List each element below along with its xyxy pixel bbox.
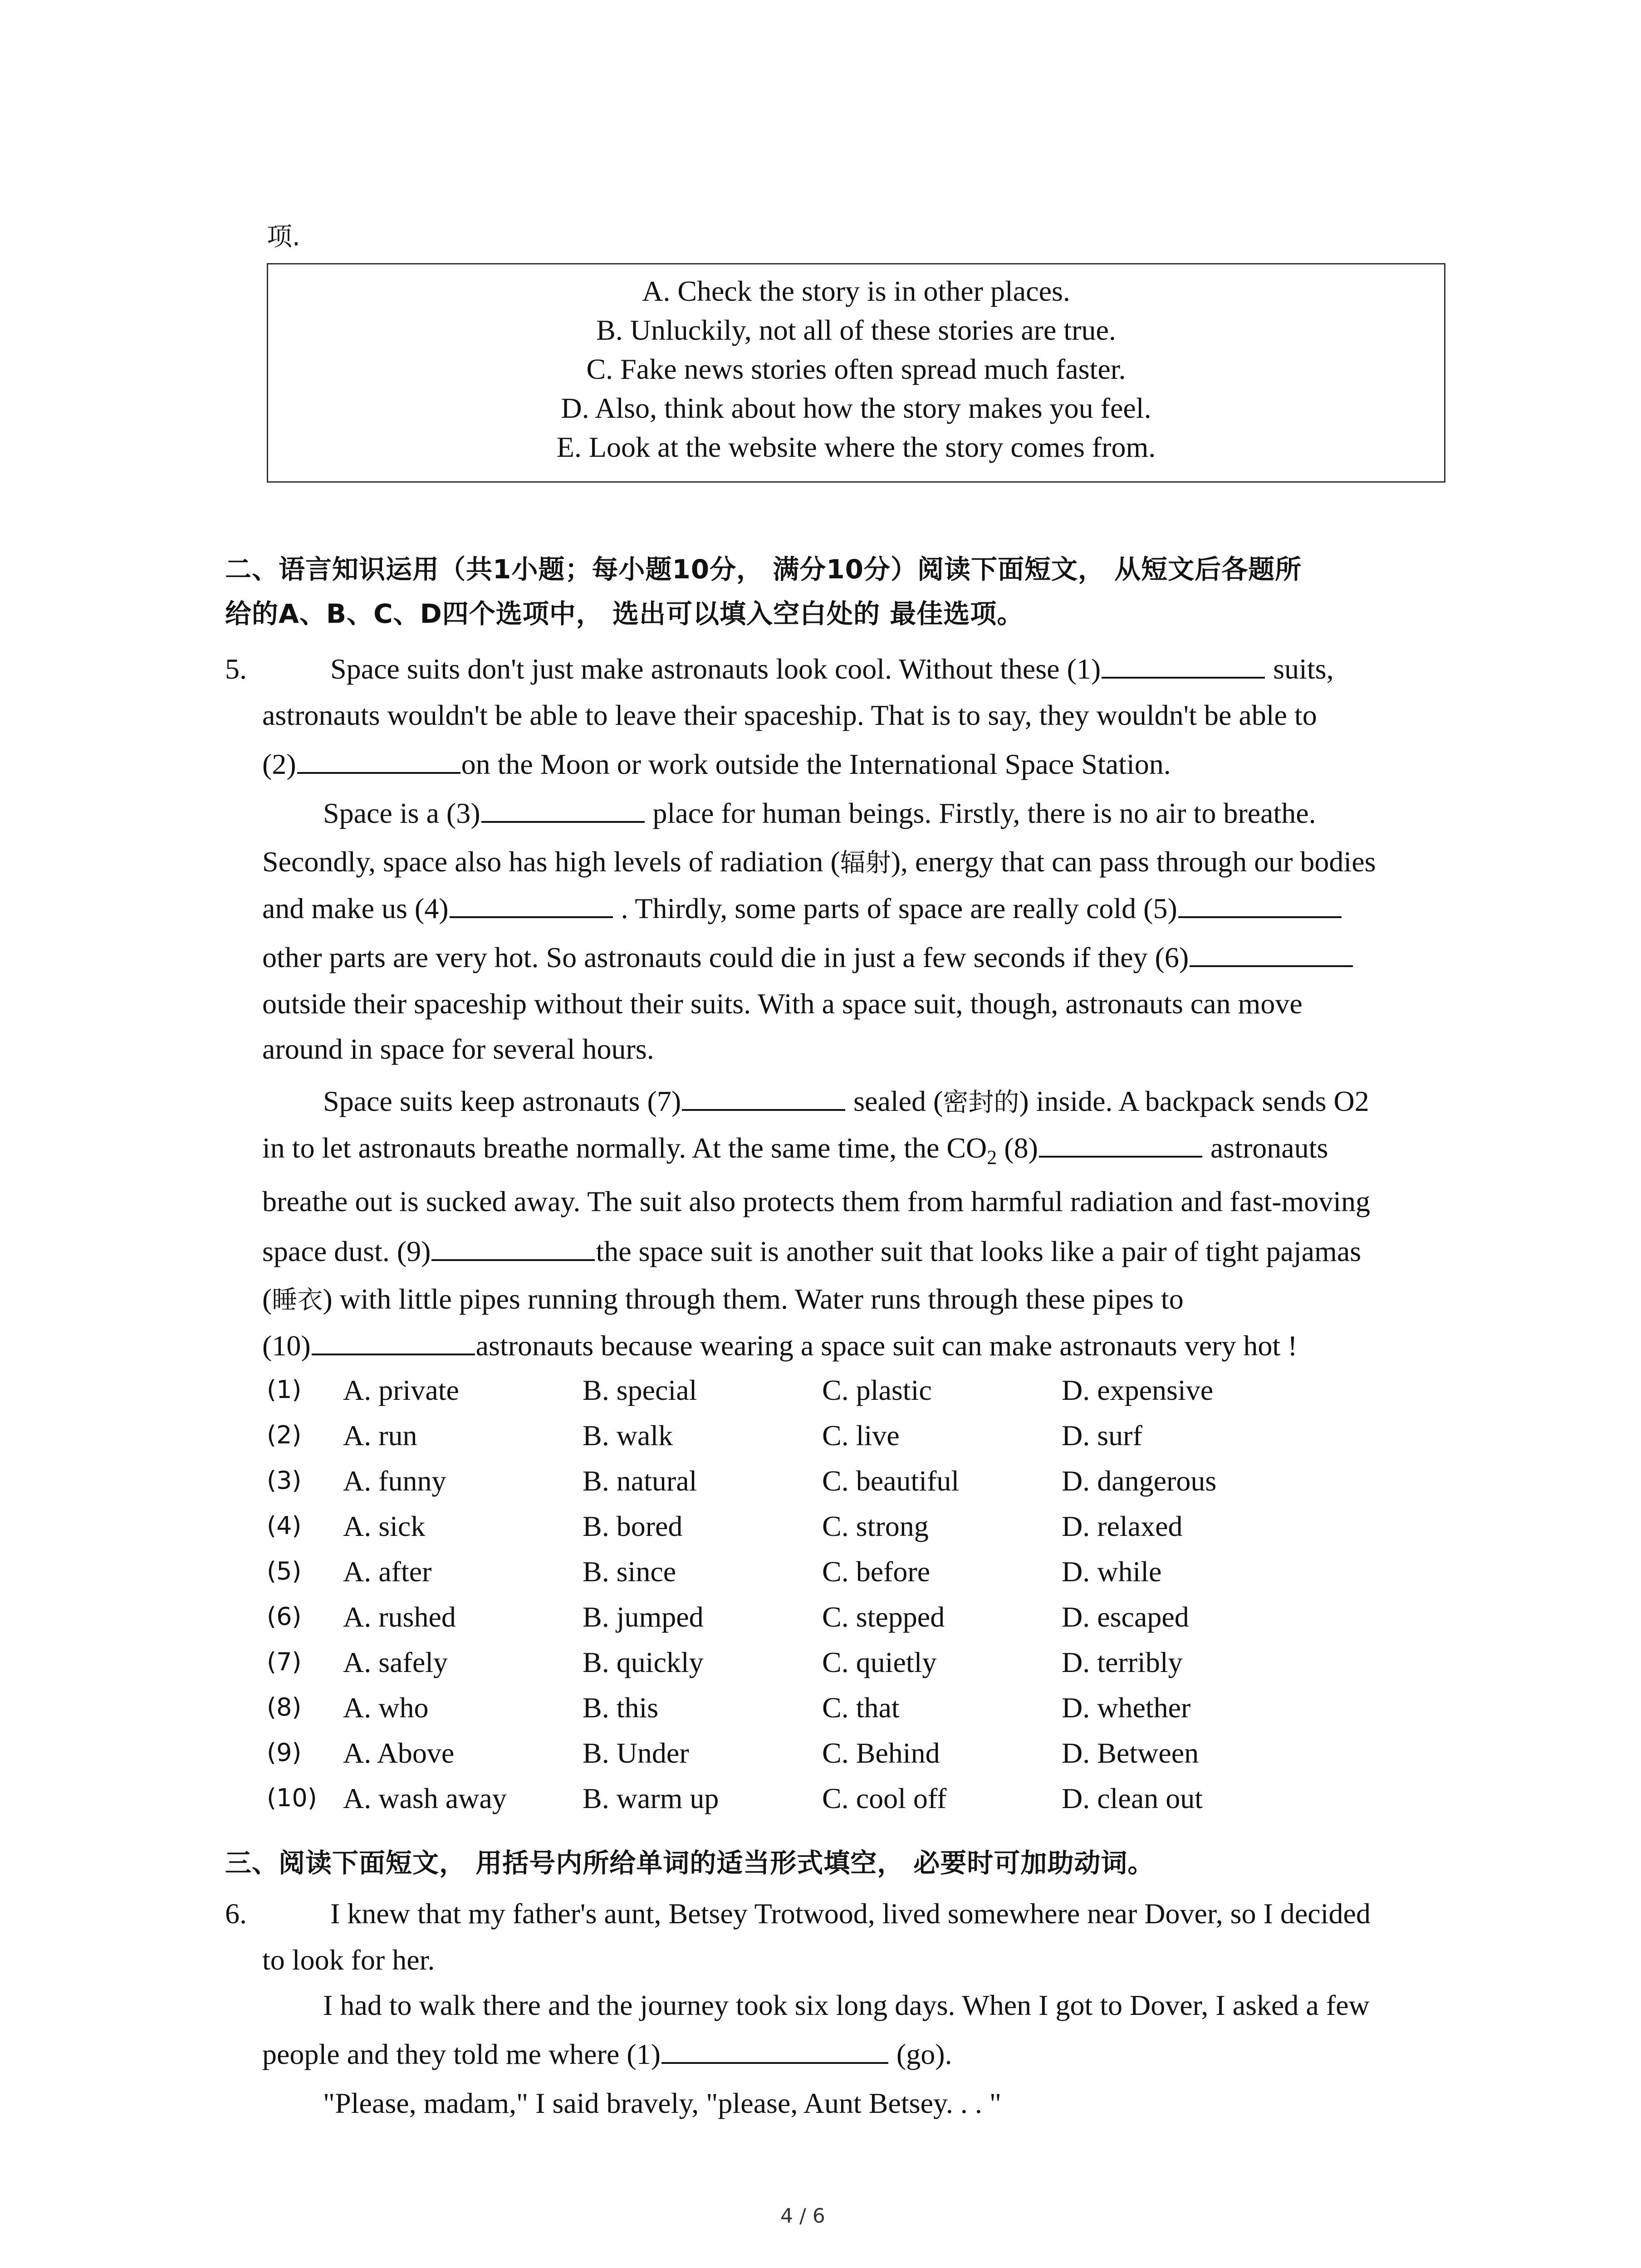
option-6-d[interactable]: D. escaped: [1062, 1601, 1189, 1633]
blank-1[interactable]: [1102, 676, 1265, 679]
option-10-a[interactable]: A. wash away: [343, 1782, 507, 1814]
blank-7[interactable]: [682, 1109, 845, 1111]
option-row-number: (10): [267, 1784, 317, 1812]
option-1-c[interactable]: C. plastic: [822, 1374, 932, 1406]
q5-line-10: Space suits keep astronauts (7) sealed (密封的) inside. A backpack sends O2: [323, 1085, 1369, 1117]
q6-line-1: I knew that my father's aunt, Betsey Trotwood, lived somewhere near Dover, so I decided: [330, 1897, 1371, 1930]
sentence-options-box: [267, 263, 1445, 483]
option-6-c[interactable]: C. stepped: [822, 1601, 945, 1633]
option-6-b[interactable]: B. jumped: [583, 1601, 704, 1633]
option-row-number: (2): [267, 1421, 302, 1449]
option-9-b[interactable]: B. Under: [583, 1737, 689, 1769]
q5-line-6: and make us (4) . Thirdly, some parts of space are really cold (5): [262, 892, 1342, 925]
option-row-number: (7): [267, 1647, 302, 1676]
option-8-d[interactable]: D. whether: [1062, 1691, 1191, 1724]
option-9-d[interactable]: D. Between: [1062, 1737, 1199, 1769]
option-5-a[interactable]: A. after: [343, 1555, 432, 1588]
option-8-c[interactable]: C. that: [822, 1691, 900, 1724]
option-9-a[interactable]: A. Above: [343, 1737, 455, 1769]
option-2-b[interactable]: B. walk: [583, 1419, 673, 1452]
sentence-option-c: C. Fake news stories often spread much faster.: [586, 353, 1126, 385]
blank-5[interactable]: [1178, 916, 1342, 918]
q5-line-7: other parts are very hot. So astronauts could die in just a few seconds if they (6): [262, 941, 1354, 974]
q5-line-12: breathe out is sucked away. The suit also protects them from harmful radiation and fast-moving: [262, 1185, 1370, 1217]
option-row-number: (1): [267, 1375, 302, 1404]
q5-line-13: space dust. (9) the space suit is another suit that looks like a pair of tight pajamas: [262, 1235, 1362, 1267]
q5-line-5: Secondly, space also has high levels of radiation (辐射), energy that can pass through our bodies: [262, 846, 1376, 878]
q6-blank-1[interactable]: [661, 2062, 888, 2064]
section-2-heading-line-1: 二、语言知识运用（共1小题；每小题10分， 满分10分）阅读下面短文， 从短文后各题所: [225, 554, 1302, 585]
option-1-a[interactable]: A. private: [343, 1374, 459, 1406]
option-5-c[interactable]: C. before: [822, 1555, 931, 1588]
option-3-c[interactable]: C. beautiful: [822, 1465, 960, 1497]
q6-line-4: people and they told me where (1) (go).: [262, 2038, 952, 2070]
option-7-c[interactable]: C. quietly: [822, 1646, 937, 1678]
option-8-a[interactable]: A. who: [343, 1691, 429, 1724]
option-4-a[interactable]: A. sick: [343, 1510, 426, 1542]
option-10-d[interactable]: D. clean out: [1062, 1782, 1203, 1814]
option-10-c[interactable]: C. cool off: [822, 1782, 947, 1814]
q6-line-5: "Please, madam," I said bravely, "please, Aunt Betsey. . . ": [323, 2087, 1001, 2119]
q5-line-8: outside their spaceship without their suits. With a space suit, though, astronauts can move: [262, 987, 1303, 1020]
sentence-option-d: D. Also, think about how the story makes you feel.: [561, 392, 1151, 424]
option-2-d[interactable]: D. surf: [1062, 1419, 1142, 1452]
q5-line-4: Space is a (3) place for human beings. Firstly, there is no air to breathe.: [323, 797, 1316, 829]
option-row-number: (5): [267, 1557, 302, 1585]
q5-line-2: astronauts wouldn't be able to leave their spaceship. That is to say, they wouldn't be able to: [262, 699, 1317, 731]
option-5-b[interactable]: B. since: [583, 1555, 676, 1588]
option-4-d[interactable]: D. relaxed: [1062, 1510, 1183, 1542]
q5-line-11: in to let astronauts breathe normally. At the same time, the $CO_2$ (8) astronauts: [262, 1132, 1328, 1168]
q5-line-9: around in space for several hours.: [262, 1033, 654, 1065]
option-2-c[interactable]: C. live: [822, 1419, 900, 1452]
page-number: 4 / 6: [780, 2204, 825, 2228]
section-2-heading-line-2: 给的A、B、C、D四个选项中， 选出可以填入空白处的 最佳选项。: [225, 598, 1024, 629]
blank-8[interactable]: [1039, 1155, 1202, 1158]
option-row-number: (9): [267, 1738, 302, 1767]
option-5-d[interactable]: D. while: [1062, 1555, 1162, 1588]
option-7-b[interactable]: B. quickly: [583, 1646, 704, 1678]
option-1-d[interactable]: D. expensive: [1062, 1374, 1214, 1406]
blank-10[interactable]: [312, 1353, 475, 1355]
question-fragment: 项.: [267, 222, 300, 252]
q5-line-1: Space suits don't just make astronauts look cool. Without these (1) suits,: [330, 653, 1334, 685]
option-row-number: (8): [267, 1693, 302, 1721]
question-5-number: 5.: [225, 653, 247, 685]
option-6-a[interactable]: A. rushed: [343, 1601, 456, 1633]
blank-6[interactable]: [1190, 965, 1353, 967]
option-3-d[interactable]: D. dangerous: [1062, 1465, 1217, 1497]
question-6-number: 6.: [225, 1897, 247, 1930]
blank-3[interactable]: [481, 821, 645, 823]
option-7-d[interactable]: D. terribly: [1062, 1646, 1183, 1678]
sentence-option-a: A. Check the story is in other places.: [642, 275, 1070, 307]
blank-4[interactable]: [450, 916, 613, 918]
q5-line-15: (10) astronauts because wearing a space suit can make astronauts very hot !: [262, 1330, 1298, 1362]
q6-line-2: to look for her.: [262, 1944, 435, 1976]
option-8-b[interactable]: B. this: [583, 1691, 659, 1724]
option-4-b[interactable]: B. bored: [583, 1510, 683, 1542]
sentence-option-e: E. Look at the website where the story comes from.: [556, 431, 1156, 463]
option-7-a[interactable]: A. safely: [343, 1646, 448, 1678]
sentence-option-b: B. Unluckily, not all of these stories are true.: [596, 314, 1116, 346]
option-row-number: (3): [267, 1466, 302, 1495]
option-2-a[interactable]: A. run: [343, 1419, 417, 1452]
q5-line-14: (睡衣) with little pipes running through them. Water runs through these pipes to: [262, 1283, 1184, 1315]
q6-line-3: I had to walk there and the journey took six long days. When I got to Dover, I asked a few: [323, 1989, 1370, 2021]
option-4-c[interactable]: C. strong: [822, 1510, 929, 1542]
blank-9[interactable]: [431, 1259, 595, 1261]
section-3-heading: 三、阅读下面短文， 用括号内所给单词的适当形式填空， 必要时可加助动词。: [225, 1848, 1155, 1878]
option-1-b[interactable]: B. special: [583, 1374, 697, 1406]
option-3-a[interactable]: A. funny: [343, 1465, 446, 1497]
option-10-b[interactable]: B. warm up: [583, 1782, 719, 1814]
option-9-c[interactable]: C. Behind: [822, 1737, 940, 1769]
q5-line-3: (2) on the Moon or work outside the International Space Station.: [262, 748, 1171, 780]
option-row-number: (4): [267, 1511, 302, 1540]
blank-2[interactable]: [297, 772, 460, 774]
option-row-number: (6): [267, 1602, 302, 1631]
option-3-b[interactable]: B. natural: [583, 1465, 697, 1497]
